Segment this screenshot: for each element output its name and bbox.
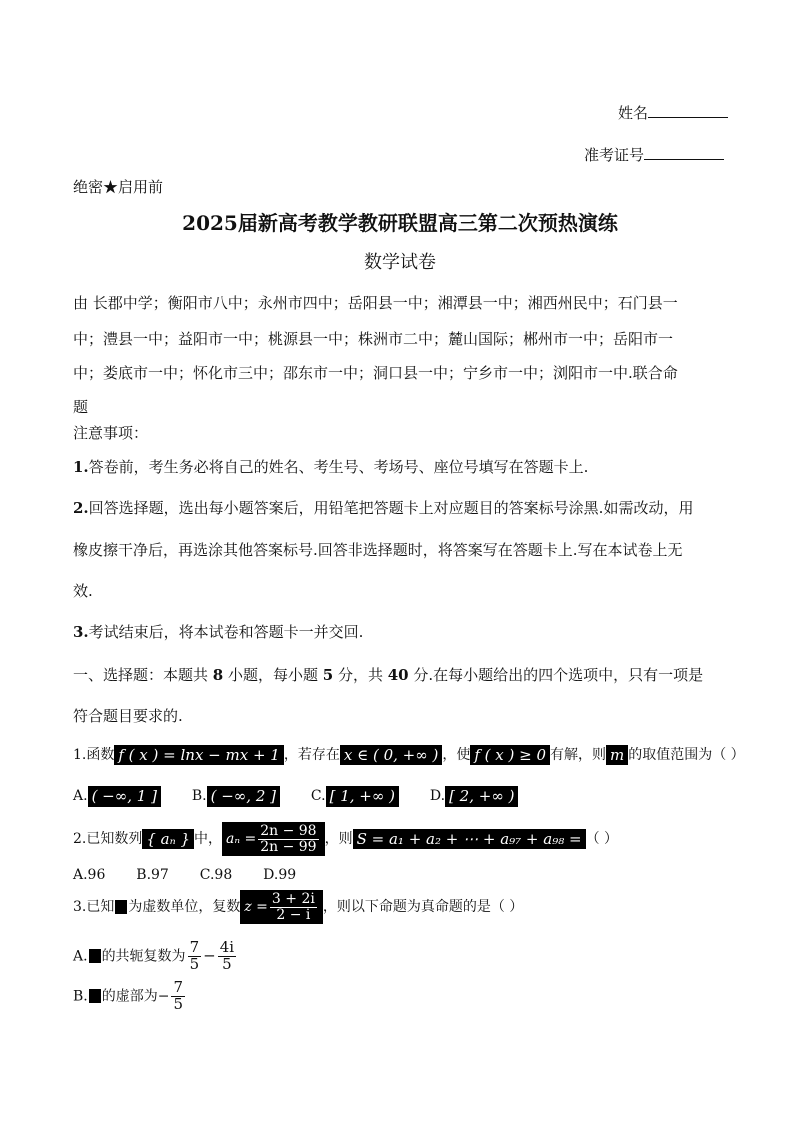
section1-points-total: 40 (387, 666, 409, 684)
q3-text-1: 为虚数单位，复数 (128, 899, 241, 916)
q1-option-b-formula: ( −∞, 2 ] (207, 786, 280, 807)
q1-text-3: 有解，则 (550, 747, 606, 763)
q1-inequality-formula: f ( x ) ≥ 0 (470, 745, 550, 766)
q2-sequence-formula: { aₙ } (142, 829, 194, 850)
q1-option-b[interactable] (192, 788, 280, 804)
notice-item-2 (73, 497, 693, 518)
q3-option-b-z-formula (89, 989, 101, 1003)
question-1 (73, 744, 745, 765)
q2-option-a[interactable]: A.96 (73, 867, 106, 883)
q3-option-b-den: 5 (173, 994, 184, 1013)
q3-option-a-num-1: 7 (189, 938, 200, 956)
authors-line-2: 中；澧县一中；益阳市一中；桃源县一中；株洲市二中；麓山国际；郴州市一中；岳阳市一 (73, 330, 674, 348)
q3-suffix: ，则以下命题为真命题的是（ ） (322, 899, 524, 916)
q3-prefix: 3.已知 (73, 899, 115, 916)
q3-option-b-text: 的虚部为− (101, 988, 170, 1005)
authors-line-1: 由 长郡中学；衡阳市八中；永州市四中；岳阳县一中；湘潭县一中；湘西州民中；石门县一 (73, 294, 678, 312)
q2-options (73, 867, 296, 883)
q3-option-a-minus: − (203, 946, 216, 965)
q3-option-a[interactable] (73, 940, 238, 973)
q1-m-formula: m (606, 745, 628, 766)
name-blank (648, 103, 728, 118)
q2-option-d[interactable]: D.99 (263, 867, 297, 883)
q2-option-c[interactable]: C.98 (199, 867, 233, 883)
q2-an-denominator: 2n − 99 (260, 838, 317, 855)
q3-option-a-text: 的共轭复数为 (101, 948, 186, 965)
question-2 (73, 822, 618, 856)
section1-text-b: 小题，每小题 (223, 666, 323, 684)
q3-z-left: z = (244, 899, 268, 916)
q3-z-formula (240, 890, 323, 924)
q3-i-formula (115, 900, 127, 914)
ticket-field (584, 144, 724, 165)
q1-suffix: 的取值范围为（ ） (628, 747, 745, 763)
notice-item-3-num: 3. (73, 623, 89, 641)
q1-function-formula: f ( x ) = lnx − mx + 1 (114, 745, 283, 766)
q2-text-1: 中， (194, 831, 223, 848)
q2-an-left: aₙ = (226, 831, 257, 848)
q3-option-b-num: 7 (173, 978, 184, 996)
q1-domain-formula: x ∈ ( 0, +∞ ) (340, 745, 442, 766)
section1-points-each: 5 (322, 666, 334, 684)
q1-option-a-letter: A. (73, 788, 88, 805)
secret-label: 绝密★启用前 (73, 178, 164, 196)
q3-z-numerator: 3 + 2i (271, 891, 315, 907)
q3-z-denominator: 2 − i (276, 906, 311, 923)
page-title: 2025届新高考教学教研联盟高三第二次预热演练 (182, 211, 618, 235)
q2-text-2: ，则 (324, 831, 353, 848)
q2-sum-formula: S = a₁ + a₂ + ⋯ + a₉₇ + a₉₈ = (353, 829, 586, 850)
notice-heading: 注意事项： (73, 424, 149, 442)
page-subtitle: 数学试卷 (364, 252, 436, 273)
q3-option-a-den-2: 5 (222, 954, 232, 973)
q2-suffix: （ ） (585, 831, 619, 848)
q3-option-b[interactable] (73, 980, 187, 1013)
name-label: 姓名 (618, 104, 649, 122)
section1-text-d: 分.在每小题给出的四个选项中，只有一项是 (408, 666, 704, 684)
q1-option-a-formula: ( −∞, 1 ] (88, 786, 161, 807)
q2-option-b[interactable]: B.97 (136, 867, 169, 883)
q1-text-2: ，使 (442, 747, 471, 763)
authors-line-4: 题 (73, 398, 89, 416)
section1-intro (73, 664, 703, 685)
q1-option-c-formula: [ 1, +∞ ) (326, 786, 399, 807)
notice-item-1 (73, 456, 588, 477)
q2-general-term-formula (222, 822, 325, 856)
notice-item-2-text-3: 效. (73, 582, 93, 600)
ticket-label: 准考证号 (584, 146, 645, 164)
notice-item-2-text-1: 回答选择题，选出每小题答案后，用铅笔把答题卡上对应题目的答案标号涂黑.如需改动，用 (88, 499, 694, 517)
notice-item-3 (73, 621, 363, 642)
section1-intro-2: 符合题目要求的. (73, 707, 183, 725)
notice-item-1-num: 1. (73, 458, 89, 476)
question-3 (73, 890, 523, 924)
name-field (618, 102, 728, 123)
section1-text-c: 分，共 (333, 666, 388, 684)
q1-option-d[interactable] (430, 788, 519, 804)
q3-option-a-z-formula (89, 949, 101, 963)
q3-option-a-den-1: 5 (189, 954, 200, 973)
q1-prefix: 1.函数 (73, 747, 115, 763)
q2-prefix: 2.已知数列 (73, 831, 143, 848)
q1-option-b-letter: B. (191, 788, 207, 805)
q1-text-1: ，若存在 (283, 747, 340, 763)
q3-option-a-num-2: 4i (219, 938, 235, 956)
notice-item-1-text: 答卷前，考生务必将自己的姓名、考生号、考场号、座位号填写在答题卡上. (88, 458, 589, 476)
q3-option-a-letter: A. (73, 948, 88, 965)
section1-text-a: 一、选择题：本题共 (73, 666, 213, 684)
q3-option-b-letter: B. (73, 988, 88, 1005)
q1-option-c[interactable] (311, 788, 399, 804)
notice-item-2-text-2: 橡皮擦干净后，再选涂其他答案标号.回答非选择题时，将答案写在答题卡上.写在本试卷上无 (73, 541, 683, 559)
q1-options (73, 786, 518, 807)
notice-item-3-text: 考试结束后，将本试卷和答题卡一并交回. (88, 623, 364, 641)
q1-option-a[interactable] (73, 788, 161, 804)
ticket-blank (644, 145, 724, 160)
authors-line-3: 中；娄底市一中；怀化市三中；邵东市一中；洞口县一中；宁乡市一中；浏阳市一中.联合命 (73, 364, 678, 382)
section1-count: 8 (212, 666, 224, 684)
q1-option-d-formula: [ 2, +∞ ) (445, 786, 518, 807)
q2-an-numerator: 2n − 98 (260, 823, 317, 839)
notice-item-2-num: 2. (73, 499, 89, 517)
q1-option-c-letter: C. (310, 788, 326, 805)
q1-option-d-letter: D. (429, 788, 446, 805)
